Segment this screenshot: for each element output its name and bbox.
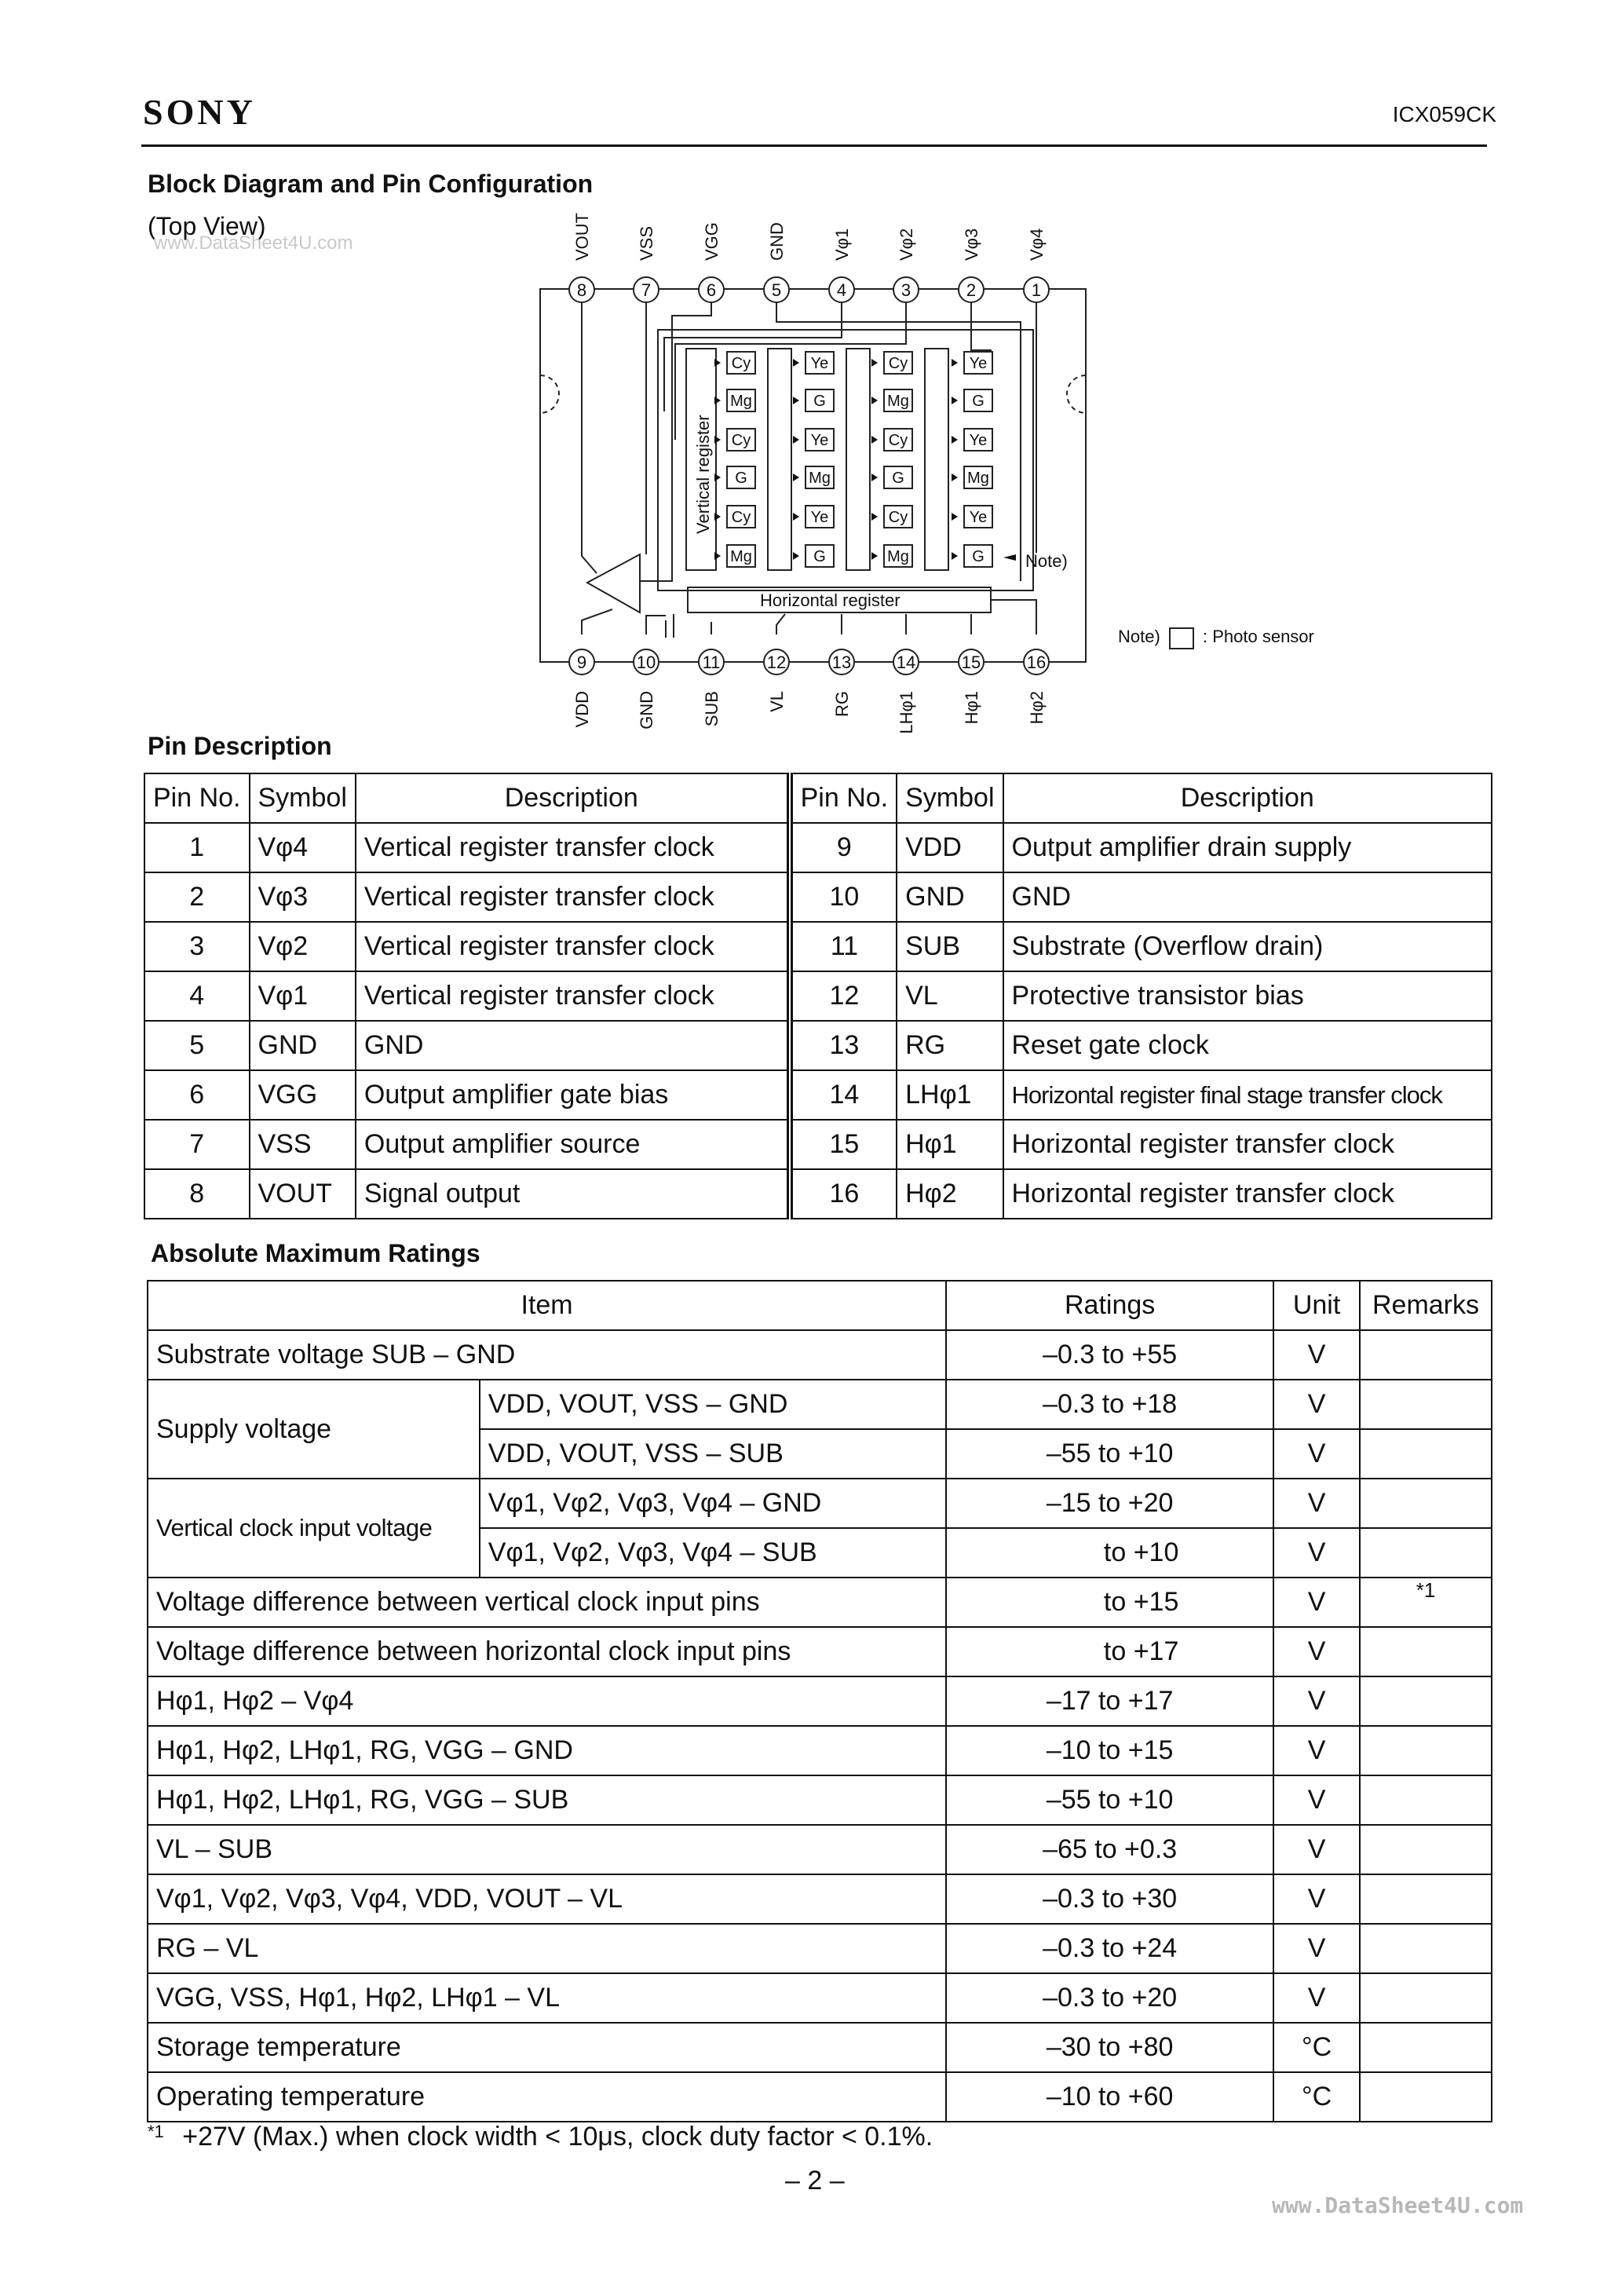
wire-gnd2 (646, 616, 666, 634)
photo-sensor-color: Cy (731, 355, 751, 372)
top-pin-label: Vφ2 (897, 228, 916, 261)
remarks-cell (1360, 1528, 1492, 1578)
wire-vl (776, 614, 785, 634)
table-row (148, 1825, 1492, 1874)
transfer-arrow-icon (871, 359, 878, 367)
symbol-cell: VL (897, 971, 1003, 1021)
description-cell: Horizontal register transfer clock (1003, 1169, 1492, 1219)
note-legend-text: : Photo sensor (1203, 627, 1314, 646)
block-diagram-heading: Block Diagram and Pin Configuration (148, 170, 594, 198)
unit-cell: V (1273, 1627, 1360, 1676)
description-cell: GND (356, 1021, 790, 1070)
rating-cell: –10 to +60 (946, 2072, 1273, 2122)
unit-cell: V (1273, 1924, 1360, 1973)
rating-cell: to +10 (946, 1528, 1273, 1578)
remarks-cell (1360, 1775, 1492, 1825)
symbol-cell: VGG (250, 1070, 356, 1120)
description-cell: Vertical register transfer clock (356, 922, 790, 971)
table-row (144, 1120, 1492, 1169)
rating-cell: to +15 (946, 1578, 1273, 1627)
symbol-cell: LHφ1 (897, 1070, 1003, 1120)
transfer-arrow-icon (793, 513, 799, 521)
footnote-mark: *1 (148, 2122, 164, 2141)
item-cell: Vertical clock input voltage (148, 1479, 480, 1578)
symbol-cell: VDD (897, 823, 1003, 872)
top-pin-number: 7 (641, 280, 652, 300)
col-header: Unit (1273, 1281, 1360, 1330)
description-cell: Protective transistor bias (1003, 971, 1492, 1021)
horizontal-register-label: Horizontal register (760, 590, 901, 610)
description-cell: Substrate (Overflow drain) (1003, 922, 1492, 971)
remarks-cell (1360, 1380, 1492, 1429)
table-header-row (144, 773, 1492, 823)
transfer-arrow-icon (871, 513, 878, 521)
vertical-register-4 (925, 349, 948, 570)
note-legend-prefix: Note) (1118, 627, 1160, 646)
description-cell: Reset gate clock (1003, 1021, 1492, 1070)
top-pin-number: 6 (706, 280, 717, 300)
description-cell: Vertical register transfer clock (356, 823, 790, 872)
remarks-cell (1360, 1726, 1492, 1775)
symbol-cell: VOUT (250, 1169, 356, 1219)
table-row (148, 1775, 1492, 1825)
sub-item-cell: VDD, VOUT, VSS – SUB (480, 1429, 946, 1479)
unit-cell: V (1273, 1726, 1360, 1775)
bottom-pin-number: 12 (766, 653, 787, 672)
watermark-top: www.DataSheet4U.com (154, 232, 353, 254)
unit-cell: V (1273, 1479, 1360, 1528)
description-cell: Vertical register transfer clock (356, 872, 790, 922)
photo-sensor-color: Mg (730, 393, 752, 410)
remarks-cell (1360, 2023, 1492, 2072)
table-row (148, 1330, 1492, 1380)
table-row (144, 922, 1492, 971)
remarks-cell (1360, 1676, 1492, 1726)
transfer-arrow-icon (793, 552, 799, 560)
sub-item-cell: Vφ1, Vφ2, Vφ3, Vφ4 – GND (480, 1479, 946, 1528)
bottom-pin-label: VL (767, 691, 787, 712)
transfer-arrow-icon (714, 359, 721, 367)
transfer-arrow-icon (871, 397, 878, 404)
bottom-pin-number: 9 (576, 653, 587, 672)
table-row (148, 1479, 1492, 1528)
photo-sensor-color: Ye (810, 509, 829, 526)
rating-cell: –65 to +0.3 (946, 1825, 1273, 1874)
col-header: Symbol (897, 773, 1003, 823)
vertical-register-2 (768, 349, 791, 570)
wire-h2 (991, 600, 1036, 634)
ratings-heading: Absolute Maximum Ratings (151, 1239, 480, 1267)
ratings-table (147, 1280, 1492, 2122)
bottom-pin-label: Hφ2 (1027, 691, 1047, 725)
top-pin-label: GND (767, 222, 787, 261)
pin-number-cell: 1 (144, 823, 250, 872)
col-header: Description (356, 773, 790, 823)
transfer-arrow-icon (793, 359, 799, 367)
item-cell: Substrate voltage SUB – GND (148, 1330, 946, 1380)
transfer-arrow-icon (952, 513, 958, 521)
output-amplifier (587, 554, 640, 612)
transfer-arrow-icon (714, 397, 721, 404)
pin-number-cell: 11 (790, 922, 897, 971)
item-cell: Storage temperature (148, 2023, 946, 2072)
pin-number-cell: 16 (790, 1169, 897, 1219)
table-row (144, 823, 1492, 872)
item-cell: Hφ1, Hφ2 – Vφ4 (148, 1676, 946, 1726)
top-pin-number: 3 (901, 280, 911, 300)
photo-sensor-color: Cy (888, 432, 908, 449)
item-cell: RG – VL (148, 1924, 946, 1973)
transfer-arrow-icon (714, 552, 721, 560)
symbol-cell: VSS (250, 1120, 356, 1169)
item-cell: Hφ1, Hφ2, LHφ1, RG, VGG – GND (148, 1726, 946, 1775)
rating-cell: –0.3 to +30 (946, 1874, 1273, 1924)
top-pin-number: 4 (836, 280, 847, 300)
photo-sensor-color: Ye (810, 355, 829, 372)
bottom-pin-number: 16 (1026, 653, 1047, 672)
rating-cell: –0.3 to +24 (946, 1924, 1273, 1973)
symbol-cell: Vφ3 (250, 872, 356, 922)
transfer-arrow-icon (952, 397, 958, 404)
table-row (148, 1627, 1492, 1676)
transfer-arrow-icon (871, 552, 878, 560)
bottom-pin-label: Hφ1 (962, 691, 981, 725)
description-cell: Horizontal register final stage transfer clock (1003, 1070, 1492, 1120)
col-header: Ratings (946, 1281, 1273, 1330)
vertical-register-label: Vertical register (693, 415, 713, 534)
table-row (148, 1973, 1492, 2023)
unit-cell: V (1273, 1825, 1360, 1874)
top-pin-label: VGG (702, 222, 721, 261)
item-cell: Vφ1, Vφ2, Vφ3, Vφ4, VDD, VOUT – VL (148, 1874, 946, 1924)
bottom-pin-number: 11 (702, 653, 721, 672)
symbol-cell: Hφ2 (897, 1169, 1003, 1219)
unit-cell: V (1273, 1330, 1360, 1380)
pin-description-heading: Pin Description (148, 732, 332, 760)
table-row (144, 1070, 1492, 1120)
remarks-cell (1360, 1825, 1492, 1874)
item-cell: Voltage difference between horizontal clock input pins (148, 1627, 946, 1676)
unit-cell: V (1273, 1528, 1360, 1578)
photo-sensor-color: Cy (888, 509, 908, 526)
left-notch (540, 375, 559, 413)
item-cell: Voltage difference between vertical clock input pins (148, 1578, 946, 1627)
photo-sensor-color: Ye (969, 509, 988, 526)
col-header: Remarks (1360, 1281, 1492, 1330)
transfer-arrow-icon (793, 473, 799, 481)
footnote-text: +27V (Max.) when clock width < 10μs, clock duty factor < 0.1%. (182, 2122, 933, 2152)
pin-description-table (144, 773, 1492, 1219)
item-cell: VL – SUB (148, 1825, 946, 1874)
col-header: Pin No. (144, 773, 250, 823)
pin-number-cell: 6 (144, 1070, 250, 1120)
symbol-cell: SUB (897, 922, 1003, 971)
remarks-cell (1360, 1479, 1492, 1528)
symbol-cell: Vφ2 (250, 922, 356, 971)
transfer-arrow-icon (793, 436, 799, 444)
description-cell: Signal output (356, 1169, 790, 1219)
table-row (148, 1924, 1492, 1973)
pin-number-cell: 2 (144, 872, 250, 922)
photo-sensor-color: Mg (887, 393, 909, 410)
transfer-arrow-icon (871, 436, 878, 444)
rating-cell: to +17 (946, 1627, 1273, 1676)
pin-number-cell: 14 (790, 1070, 897, 1120)
item-cell: VGG, VSS, Hφ1, Hφ2, LHφ1 – VL (148, 1973, 946, 2023)
transfer-arrow-icon (871, 473, 878, 481)
photo-sensor-color: Mg (809, 470, 831, 487)
rating-cell: –0.3 to +55 (946, 1330, 1273, 1380)
photo-sensor-color: G (813, 393, 826, 410)
description-cell: Output amplifier gate bias (356, 1070, 790, 1120)
table-row (148, 1676, 1492, 1726)
right-notch (1067, 375, 1086, 413)
pin-number-cell: 4 (144, 971, 250, 1021)
remarks-cell (1360, 1874, 1492, 1924)
photo-sensor-legend-box (1170, 628, 1193, 649)
symbol-cell: GND (897, 872, 1003, 922)
transfer-arrow-icon (952, 473, 958, 481)
rating-cell: –17 to +17 (946, 1676, 1273, 1726)
transfer-arrow-icon (952, 359, 958, 367)
description-cell: Output amplifier drain supply (1003, 823, 1492, 872)
sub-item-cell: Vφ1, Vφ2, Vφ3, Vφ4 – SUB (480, 1528, 946, 1578)
top-view-label: (Top View) (148, 212, 266, 240)
pin-number-cell: 3 (144, 922, 250, 971)
description-cell: Horizontal register transfer clock (1003, 1120, 1492, 1169)
remarks-cell (1360, 1973, 1492, 2023)
symbol-cell: Vφ1 (250, 971, 356, 1021)
description-cell: GND (1003, 872, 1492, 922)
photo-sensor-color: Mg (887, 548, 909, 565)
photo-sensor-color: Cy (731, 432, 751, 449)
unit-cell: V (1273, 1676, 1360, 1726)
transfer-arrow-icon (714, 513, 721, 521)
photo-sensor-color: Mg (967, 470, 989, 487)
unit-cell: °C (1273, 2023, 1360, 2072)
rating-cell: –30 to +80 (946, 2023, 1273, 2072)
pin-number-cell: 9 (790, 823, 897, 872)
top-pin-label: VOUT (572, 212, 592, 261)
remarks-cell (1360, 1924, 1492, 1973)
description-cell: Output amplifier source (356, 1120, 790, 1169)
col-header: Description (1003, 773, 1492, 823)
photo-sensor-color: Ye (969, 432, 988, 449)
part-number: ICX059CK (1392, 102, 1496, 126)
photo-sensor-color: Cy (731, 509, 751, 526)
reset-transistor (666, 614, 674, 638)
col-header: Pin No. (790, 773, 897, 823)
pin-number-cell: 8 (144, 1169, 250, 1219)
wire-vdd (582, 609, 612, 634)
item-cell: Operating temperature (148, 2072, 946, 2122)
table-row (148, 1380, 1492, 1429)
pin-number-cell: 7 (144, 1120, 250, 1169)
top-pin-label: VSS (637, 225, 656, 261)
watermark-bottom: www.DataSheet4U.com (1272, 2192, 1524, 2218)
block-diagram (0, 0, 1622, 754)
bottom-pin-number: 10 (636, 653, 656, 672)
pin-number-cell: 10 (790, 872, 897, 922)
table-row (148, 1578, 1492, 1627)
col-header: Symbol (250, 773, 356, 823)
pin-number-cell: 15 (790, 1120, 897, 1169)
pin-number-cell: 5 (144, 1021, 250, 1070)
page-number: – 2 – (785, 2166, 845, 2195)
unit-cell: V (1273, 1973, 1360, 2023)
top-pin-label: Vφ1 (832, 228, 852, 261)
top-pin-number: 8 (576, 280, 587, 300)
remarks-cell: *1 (1360, 1578, 1492, 1627)
photo-sensor-color: Cy (888, 355, 908, 372)
table-row (144, 1169, 1492, 1219)
wire-vout (582, 302, 597, 573)
item-cell: Hφ1, Hφ2, LHφ1, RG, VGG – SUB (148, 1775, 946, 1825)
remarks-cell (1360, 1330, 1492, 1380)
symbol-cell: GND (250, 1021, 356, 1070)
remarks-cell (1360, 2072, 1492, 2122)
remarks-cell (1360, 1627, 1492, 1676)
unit-cell: V (1273, 1578, 1360, 1627)
symbol-cell: RG (897, 1021, 1003, 1070)
top-pin-label: Vφ3 (962, 228, 981, 261)
photo-sensor-color: G (972, 548, 985, 565)
rating-cell: –55 to +10 (946, 1775, 1273, 1825)
photo-sensor-color: G (813, 548, 826, 565)
transfer-arrow-icon (714, 473, 721, 481)
pin-number-cell: 12 (790, 971, 897, 1021)
transfer-arrow-icon (952, 552, 958, 560)
photo-sensor-color: Ye (969, 355, 988, 372)
photo-sensor-color: G (972, 393, 985, 410)
pin-number-cell: 13 (790, 1021, 897, 1070)
table-row (148, 1874, 1492, 1924)
photo-sensor-color: G (735, 470, 747, 487)
sony-logo: SONY (143, 92, 256, 132)
bottom-pin-label: VDD (572, 691, 592, 728)
bottom-pin-number: 15 (961, 653, 981, 672)
transfer-arrow-icon (714, 436, 721, 444)
transfer-arrow-icon (952, 436, 958, 444)
unit-cell: V (1273, 1429, 1360, 1479)
remarks-cell (1360, 1429, 1492, 1479)
photo-sensor-color: G (892, 470, 904, 487)
note-pointer: Note) (1025, 551, 1068, 571)
transfer-arrow-icon (793, 397, 799, 404)
bottom-pin-label: SUB (702, 691, 721, 727)
bottom-pin-number: 14 (896, 653, 916, 672)
table-row (148, 2072, 1492, 2122)
sub-item-cell: VDD, VOUT, VSS – GND (480, 1380, 946, 1429)
unit-cell: V (1273, 1775, 1360, 1825)
bottom-pin-label: RG (832, 691, 852, 717)
item-cell: Supply voltage (148, 1380, 480, 1479)
table-header-row (148, 1281, 1492, 1330)
rating-cell: –15 to +20 (946, 1479, 1273, 1528)
top-pin-number: 5 (771, 280, 782, 300)
note-arrow-icon (1003, 554, 1016, 561)
col-header: Item (148, 1281, 946, 1330)
table-row (144, 872, 1492, 922)
photo-sensor-color: Mg (730, 548, 752, 565)
description-cell: Vertical register transfer clock (356, 971, 790, 1021)
unit-cell: V (1273, 1874, 1360, 1924)
rating-cell: –0.3 to +20 (946, 1973, 1273, 2023)
table-row (144, 1021, 1492, 1070)
unit-cell: V (1273, 1380, 1360, 1429)
vertical-register-3 (846, 349, 870, 570)
top-pin-label: Vφ4 (1027, 228, 1047, 261)
symbol-cell: Vφ4 (250, 823, 356, 872)
footnote (148, 2122, 933, 2152)
table-row (148, 2023, 1492, 2072)
unit-cell: °C (1273, 2072, 1360, 2122)
bottom-pin-label: LHφ1 (897, 691, 916, 734)
table-row (148, 1726, 1492, 1775)
symbol-cell: Hφ1 (897, 1120, 1003, 1169)
bottom-pin-number: 13 (831, 653, 852, 672)
photo-sensor-color: Ye (810, 432, 829, 449)
rating-cell: –55 to +10 (946, 1429, 1273, 1479)
table-row (144, 971, 1492, 1021)
rating-cell: –0.3 to +18 (946, 1380, 1273, 1429)
top-pin-number: 1 (1031, 280, 1042, 300)
top-pin-number: 2 (966, 280, 977, 300)
bottom-pin-label: GND (637, 691, 656, 729)
rating-cell: –10 to +15 (946, 1726, 1273, 1775)
